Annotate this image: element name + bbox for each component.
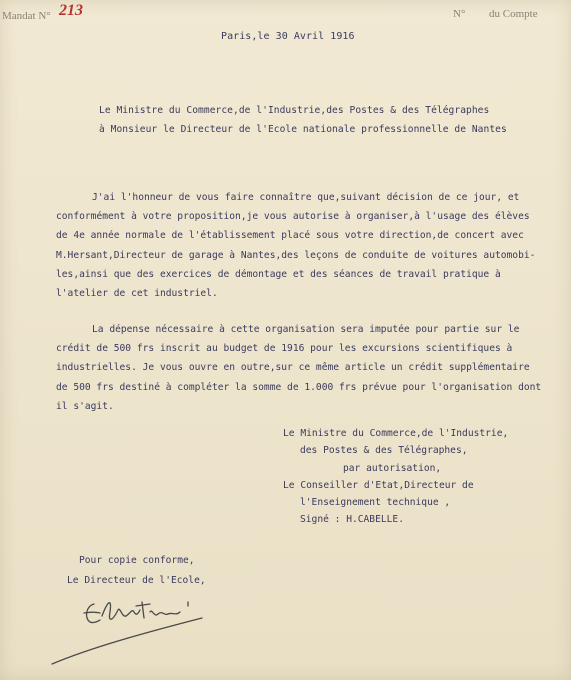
signature-line: Le Conseiller d'Etat,Directeur de: [283, 479, 474, 491]
body-line: conformément à votre proposition,je vous autorise à organiser,à l'usage des élèves: [56, 211, 530, 223]
signature-line: Signé : H.CABELLE.: [300, 514, 404, 526]
body-line: de 4e année normale de l'établissement placé sous votre direction,de concert avec: [56, 230, 524, 242]
body-line: J'ai l'honneur de vous faire connaître que,suivant décision de ce jour, et: [92, 192, 520, 203]
body-line: industrielles. Je vous ouvre en outre,sur ce même article un crédit supplémentaire: [56, 362, 530, 374]
body-line: les,ainsi que des exercices de démontage et des séances de travail pratique à: [56, 268, 501, 280]
signature-line: l'Enseignement technique ,: [300, 497, 451, 509]
signature-line: par autorisation,: [343, 462, 442, 474]
body-line: de 500 frs destiné à compléter la somme de 1.000 frs prévue pour l'organisation dont: [56, 381, 542, 393]
handwritten-signature: [50, 588, 210, 668]
recipient-line: à Monsieur le Directeur de l'Ecole nationale professionnelle de Nantes: [99, 124, 507, 135]
body-paragraph-1: [56, 192, 552, 307]
body-line: M.Hersant,Directeur de garage à Nantes,des leçons de conduite de voitures automobi-: [56, 249, 536, 261]
body-line: crédit de 500 frs inscrit au budget de 1916 pour les excursions scientifiques à: [56, 343, 513, 355]
body-line: l'atelier de cet industriel.: [56, 287, 218, 299]
copy-line: Pour copie conforme,: [79, 555, 195, 566]
signature-line: Le Ministre du Commerce,de l'Industrie,: [283, 428, 509, 439]
body-line: La dépense nécessaire à cette organisation sera imputée pour partie sur le: [92, 324, 520, 335]
mandat-number: 213: [59, 2, 83, 19]
body-paragraph-2: [56, 324, 552, 420]
copy-line: Le Directeur de l'Ecole,: [67, 575, 206, 586]
sender-line: Le Ministre du Commerce,de l'Industrie,des Postes & des Télégraphes: [99, 105, 490, 116]
letter-date: Paris,le 30 Avril 1916: [221, 31, 355, 42]
mandat-label: Mandat N°: [2, 10, 51, 22]
body-line: il s'agit.: [56, 400, 114, 412]
compte-label: du Compte: [489, 8, 538, 20]
signature-line: des Postes & des Télégraphes,: [300, 445, 468, 457]
minister-signature-block: [283, 428, 508, 532]
number-label: N°: [453, 8, 466, 20]
